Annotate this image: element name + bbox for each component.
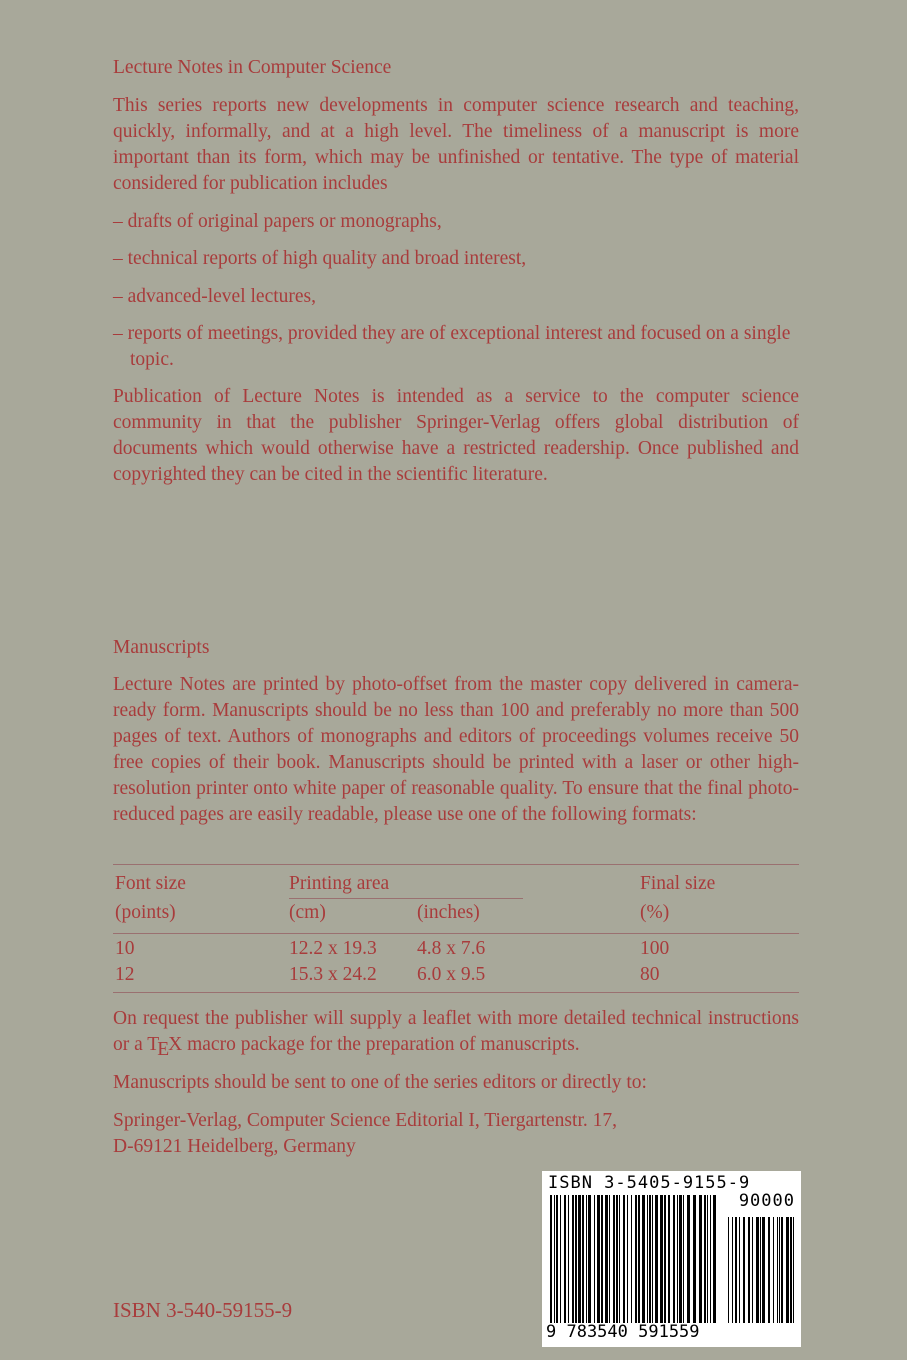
barcode-addon-label: 90000 xyxy=(738,1191,795,1211)
table-header-printing-area: Printing area xyxy=(289,873,390,894)
table-cell: 12 xyxy=(115,964,135,985)
request-paragraph xyxy=(113,1006,799,1058)
table-rule-mid xyxy=(113,933,799,934)
table-sub-percent: (%) xyxy=(640,902,670,923)
table-cell: 6.0 x 9.5 xyxy=(417,964,486,985)
barcode-bars xyxy=(550,1195,798,1323)
request-text-before: On request the publisher will supply a leaflet with more detailed technical instructions or a xyxy=(113,1008,799,1055)
intro-paragraph: This series reports new developments in computer science research and teaching, quickly, informally, and at a high level. The timeliness of a manuscript is more important than its form, which may be unfinished or tentative. The type of material considered for publication includes xyxy=(113,95,799,194)
table-cell: 100 xyxy=(640,938,670,959)
isbn-bottom: ISBN 3-540-59155-9 xyxy=(113,1298,293,1322)
barcode-isbn-label: ISBN 3-5405-9155-9 xyxy=(548,1173,751,1193)
list-item: – technical reports of high quality and broad interest, xyxy=(113,248,527,269)
table-cell: 10 xyxy=(115,938,135,959)
manuscripts-heading: Manuscripts xyxy=(113,637,210,658)
send-to-text: Manuscripts should be sent to one of the series editors or directly to: xyxy=(113,1072,647,1093)
tex-logo: TEX xyxy=(147,1034,183,1060)
table-sub-cm: (cm) xyxy=(289,902,326,923)
list-item: – drafts of original papers or monographs, xyxy=(113,211,442,232)
address-line-1: Springer-Verlag, Computer Science Editorial I, Tiergartenstr. 17, xyxy=(113,1110,617,1131)
publication-paragraph: Publication of Lecture Notes is intended as a service to the computer science community in that the publisher Springer-Verlag offers global distribution of documents which would otherwise have a restricted readership. Once published and copyrighted they can be cited in the scientific literature. xyxy=(113,386,799,485)
table-sub-points: (points) xyxy=(115,902,176,923)
table-rule-bottom xyxy=(113,992,799,993)
barcode-digits: 9 783540 591559 xyxy=(546,1322,700,1342)
list-item: – reports of meetings, provided they are of exceptional interest and focused on a single topic. xyxy=(113,323,791,370)
address-line-2: D-69121 Heidelberg, Germany xyxy=(113,1136,356,1157)
manuscripts-paragraph: Lecture Notes are printed by photo-offset from the master copy delivered in camera-ready form. Manuscripts should be no less than 100 and preferably no more than 500 pages of text. Authors of monographs and editors of proceedings volumes receive 50 free copies of their book. Manuscripts should be printed with a laser or other high-resolution printer onto white paper of reasonable quality. To ensure that the final photo-reduced pages are easily readable, please use one of the following formats: xyxy=(113,674,799,825)
barcode-panel xyxy=(542,1171,801,1347)
table-sub-inches: (inches) xyxy=(417,902,480,923)
series-title: Lecture Notes in Computer Science xyxy=(113,57,392,78)
table-header-font-size: Font size xyxy=(115,873,186,894)
table-rule-top xyxy=(113,864,799,865)
table-cell: 4.8 x 7.6 xyxy=(417,938,486,959)
table-cell: 80 xyxy=(640,964,660,985)
table-header-final-size: Final size xyxy=(640,873,716,894)
list-item: – advanced-level lectures, xyxy=(113,286,317,307)
table-cell: 12.2 x 19.3 xyxy=(289,938,377,959)
table-cell: 15.3 x 24.2 xyxy=(289,964,377,985)
table-rule-printing-area xyxy=(289,898,523,899)
request-text-after: macro package for the preparation of manuscripts. xyxy=(182,1034,580,1055)
